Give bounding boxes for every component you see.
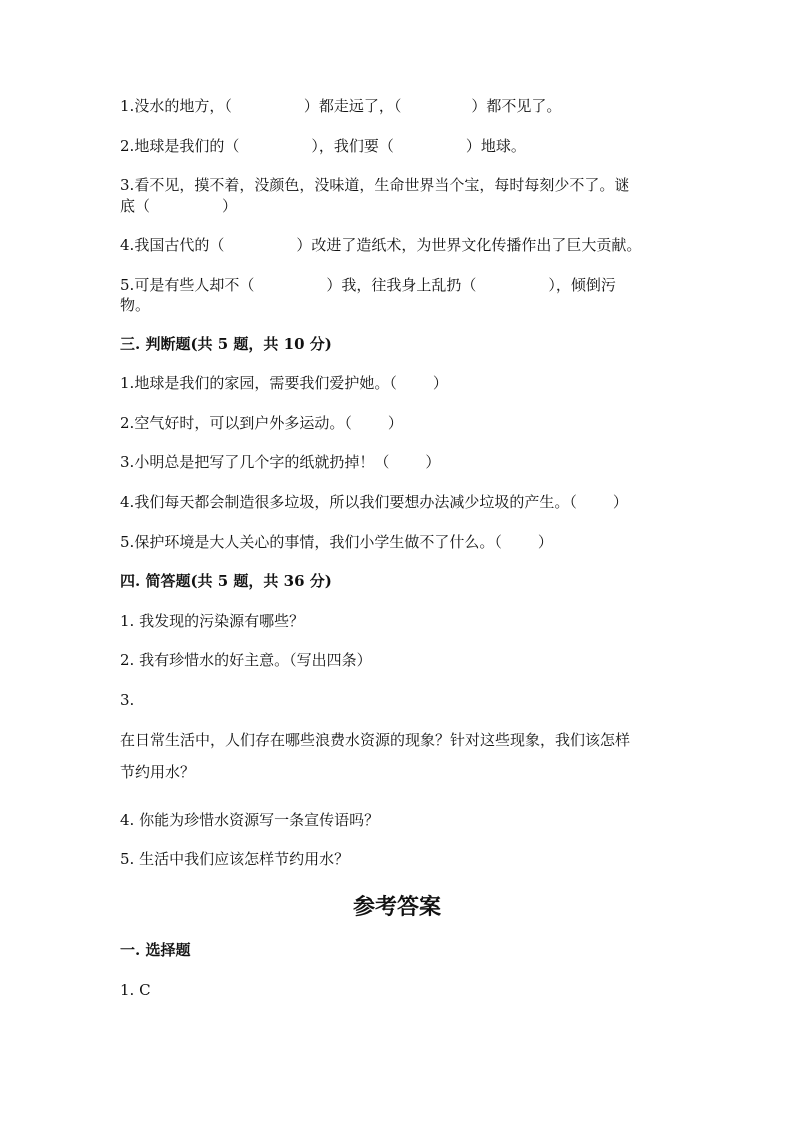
answer-key-item-1: 1. C (120, 981, 151, 999)
judge-question-2: 2.空气好时，可以到户外多运动。（ ） (120, 414, 403, 432)
short-answer-question-1: 1. 我发现的污染源有哪些？ (120, 612, 305, 630)
answer-key-title: 参考答案 (352, 894, 441, 920)
judge-section-heading: 三. 判断题(共 5 题，共 10 分) (120, 335, 332, 353)
fill-question-5-cont: 物。 (120, 296, 151, 314)
judge-question-5: 5.保护环境是大人关心的事情，我们小学生做不了什么。（ ） (120, 533, 553, 551)
short-answer-question-2: 2. 我有珍惜水的好主意。（写出四条） (120, 651, 372, 669)
judge-question-4: 4.我们每天都会制造很多垃圾，所以我们要想办法减少垃圾的产生。（ ） (120, 493, 628, 511)
judge-question-1: 1.地球是我们的家园，需要我们爱护她。（ ） (120, 374, 448, 392)
fill-question-3-cont: 底（ ） (120, 197, 238, 215)
short-answer-question-5: 5. 生活中我们应该怎样节约用水？ (120, 850, 350, 868)
fill-question-1: 1.没水的地方，（ ）都走远了，（ ）都不见了。 (120, 97, 562, 115)
fill-question-4: 4.我国古代的（ ）改进了造纸术，为世界文化传播作出了巨大贡献。 (120, 236, 642, 254)
short-answer-question-4: 4. 你能为珍惜水资源写一条宣传语吗？ (120, 811, 380, 829)
short-answer-section-heading: 四. 简答题(共 5 题，共 36 分) (120, 572, 332, 590)
short-answer-question-3-line-2: 节约用水？ (120, 763, 196, 781)
judge-question-3: 3.小明总是把写了几个字的纸就扔掉！（ ） (120, 453, 441, 471)
answer-key-section-heading: 一. 选择题 (120, 941, 191, 959)
short-answer-question-3-line-1: 在日常生活中，人们存在哪些浪费水资源的现象？针对这些现象，我们该怎样 (120, 731, 631, 749)
short-answer-question-3-number: 3. (120, 691, 135, 709)
fill-question-2: 2.地球是我们的（ ），我们要（ ）地球。 (120, 137, 526, 155)
fill-question-5: 5.可是有些人却不（ ）我，往我身上乱扔（ ），倾倒污 (120, 276, 616, 294)
fill-question-3: 3.看不见，摸不着，没颜色，没味道，生命世界当个宝，每时每刻少不了。谜 (120, 176, 630, 194)
